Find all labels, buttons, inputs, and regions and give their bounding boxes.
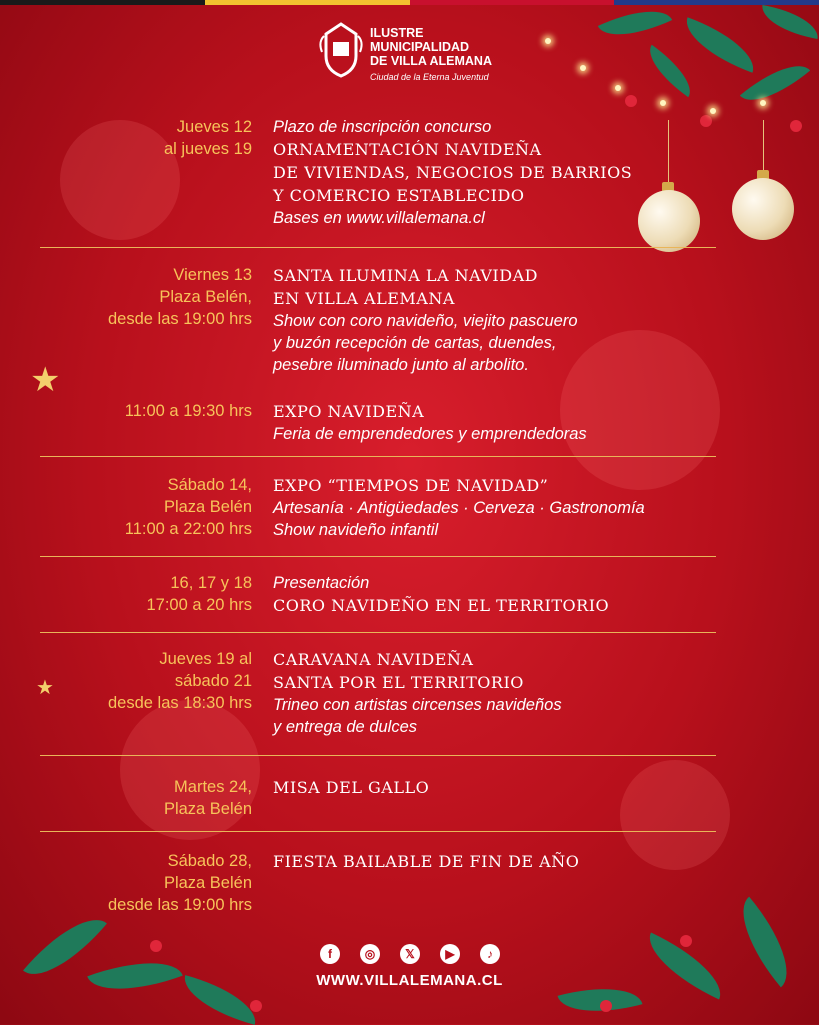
separator-line — [40, 755, 716, 756]
logo-line: ILUSTRE — [370, 26, 424, 40]
event-details — [273, 648, 733, 738]
event-date-line: Sábado 14, — [167, 476, 252, 494]
facebook-icon[interactable]: f — [320, 944, 340, 964]
event-date-line: Sábado 28, — [167, 852, 252, 870]
string-light — [660, 100, 666, 106]
event-date-line: sábado 21 — [174, 672, 252, 690]
event-date — [40, 776, 252, 820]
star-icon: ★ — [30, 360, 61, 400]
christmas-ball-ornament — [732, 178, 794, 240]
pine-leaf — [639, 45, 701, 97]
event-details — [273, 850, 733, 873]
berry — [790, 120, 802, 132]
event-title-line: SANTA POR EL TERRITORIO — [273, 673, 524, 692]
event-description-line: Show con coro navideño, viejito pascuero — [273, 312, 578, 330]
event-title-line: EXPO “TIEMPOS DE NAVIDAD” — [273, 476, 549, 495]
event-date-line: Jueves 19 al — [159, 650, 252, 668]
event-date-line: 11:00 a 22:00 hrs — [124, 520, 252, 538]
event-date-line: desde las 19:00 hrs — [107, 896, 252, 914]
event-date — [40, 264, 252, 330]
event-date-line: 17:00 a 20 hrs — [146, 596, 252, 614]
event-description-line: y buzón recepción de cartas, duendes, — [273, 334, 557, 352]
event-title-line: Y COMERCIO ESTABLECIDO — [273, 186, 525, 205]
event-date — [40, 850, 252, 916]
event-date — [40, 400, 252, 422]
logo-tagline: Ciudad de la Eterna Juventud — [370, 72, 489, 82]
event-description-line: Trineo con artistas circenses navideños — [273, 696, 562, 714]
event-date-line: al jueves 19 — [163, 140, 252, 158]
pine-leaf — [758, 5, 819, 39]
string-light — [615, 85, 621, 91]
x-twitter-icon[interactable]: 𝕏 — [400, 944, 420, 964]
event-details — [273, 474, 733, 541]
instagram-icon[interactable]: ◎ — [360, 944, 380, 964]
berry — [680, 935, 692, 947]
separator-line — [40, 556, 716, 557]
separator-line — [40, 456, 716, 457]
event-description-line: pesebre iluminado junto al arbolito. — [273, 356, 529, 374]
event-date-line: Plaza Belén — [163, 800, 252, 818]
event-description-line: Artesanía · Antigüedades · Cerveza · Gastronomía — [273, 499, 645, 517]
event-title-line: CORO NAVIDEÑO EN EL TERRITORIO — [273, 596, 610, 615]
event-description-line: Presentación — [273, 574, 370, 592]
website-link[interactable]: WWW.VILLALEMANA.CL — [316, 972, 503, 989]
event-details — [273, 572, 733, 617]
event-description-line: Plazo de inscripción concurso — [273, 118, 492, 136]
logo-line: MUNICIPALIDAD — [370, 40, 470, 54]
ornament-string — [763, 120, 764, 170]
event-description-line: y entrega de dulces — [273, 718, 418, 736]
event-description-line: Feria de emprendedores y emprendedoras — [273, 425, 587, 443]
separator-line — [40, 831, 716, 832]
event-date-line: Viernes 13 — [173, 266, 252, 284]
event-description-line: Bases en www.villalemana.cl — [273, 209, 485, 227]
logo-text — [370, 26, 492, 68]
event-date-line: desde las 19:00 hrs — [107, 310, 252, 328]
event-date-line: Plaza Belén, — [159, 288, 252, 306]
event-date-line: 11:00 a 19:30 hrs — [124, 402, 252, 420]
event-title-line: EN VILLA ALEMANA — [273, 289, 455, 308]
separator-line — [40, 632, 716, 633]
string-light — [760, 100, 766, 106]
event-date — [40, 572, 252, 616]
string-light — [545, 38, 551, 44]
star-icon: ★ — [36, 675, 54, 699]
pine-leaf — [677, 17, 762, 73]
event-date-line: 16, 17 y 18 — [170, 574, 252, 592]
tiktok-icon[interactable]: ♪ — [480, 944, 500, 964]
event-title-line: FIESTA BAILABLE DE FIN DE AÑO — [273, 852, 580, 871]
event-date-line: desde las 18:30 hrs — [107, 694, 252, 712]
logo-line: DE VILLA ALEMANA — [370, 54, 492, 68]
event-details — [273, 264, 733, 376]
coat-of-arms-icon — [318, 22, 364, 78]
municipality-logo — [318, 22, 508, 86]
berry — [250, 1000, 262, 1012]
event-date-line: Martes 24, — [174, 778, 252, 796]
event-date-line: Plaza Belén — [163, 498, 252, 516]
event-details — [273, 116, 733, 229]
event-description-line: Show navideño infantil — [273, 521, 439, 539]
string-light — [710, 108, 716, 114]
event-date — [40, 648, 252, 714]
event-details — [273, 776, 733, 799]
event-title-line: SANTA ILUMINA LA NAVIDAD — [273, 266, 538, 285]
berry — [150, 940, 162, 952]
pine-leaf — [598, 0, 672, 50]
berry — [625, 95, 637, 107]
event-title-line: CARAVANA NAVIDEÑA — [273, 650, 474, 669]
event-date — [40, 474, 252, 540]
event-title-line: EXPO NAVIDEÑA — [273, 402, 425, 421]
event-details — [273, 400, 733, 445]
separator-line — [40, 247, 716, 248]
top-color-bar — [0, 0, 819, 5]
berry — [600, 1000, 612, 1012]
string-light — [580, 65, 586, 71]
event-title-line: DE VIVIENDAS, NEGOCIOS DE BARRIOS — [273, 163, 633, 182]
event-date-line: Jueves 12 — [176, 118, 252, 136]
event-date-line: Plaza Belén — [163, 874, 252, 892]
event-date — [40, 116, 252, 160]
social-links — [320, 944, 500, 964]
event-title-line: MISA DEL GALLO — [273, 778, 430, 797]
youtube-icon[interactable]: ▶ — [440, 944, 460, 964]
event-title-line: ORNAMENTACIÓN NAVIDEÑA — [273, 140, 542, 159]
